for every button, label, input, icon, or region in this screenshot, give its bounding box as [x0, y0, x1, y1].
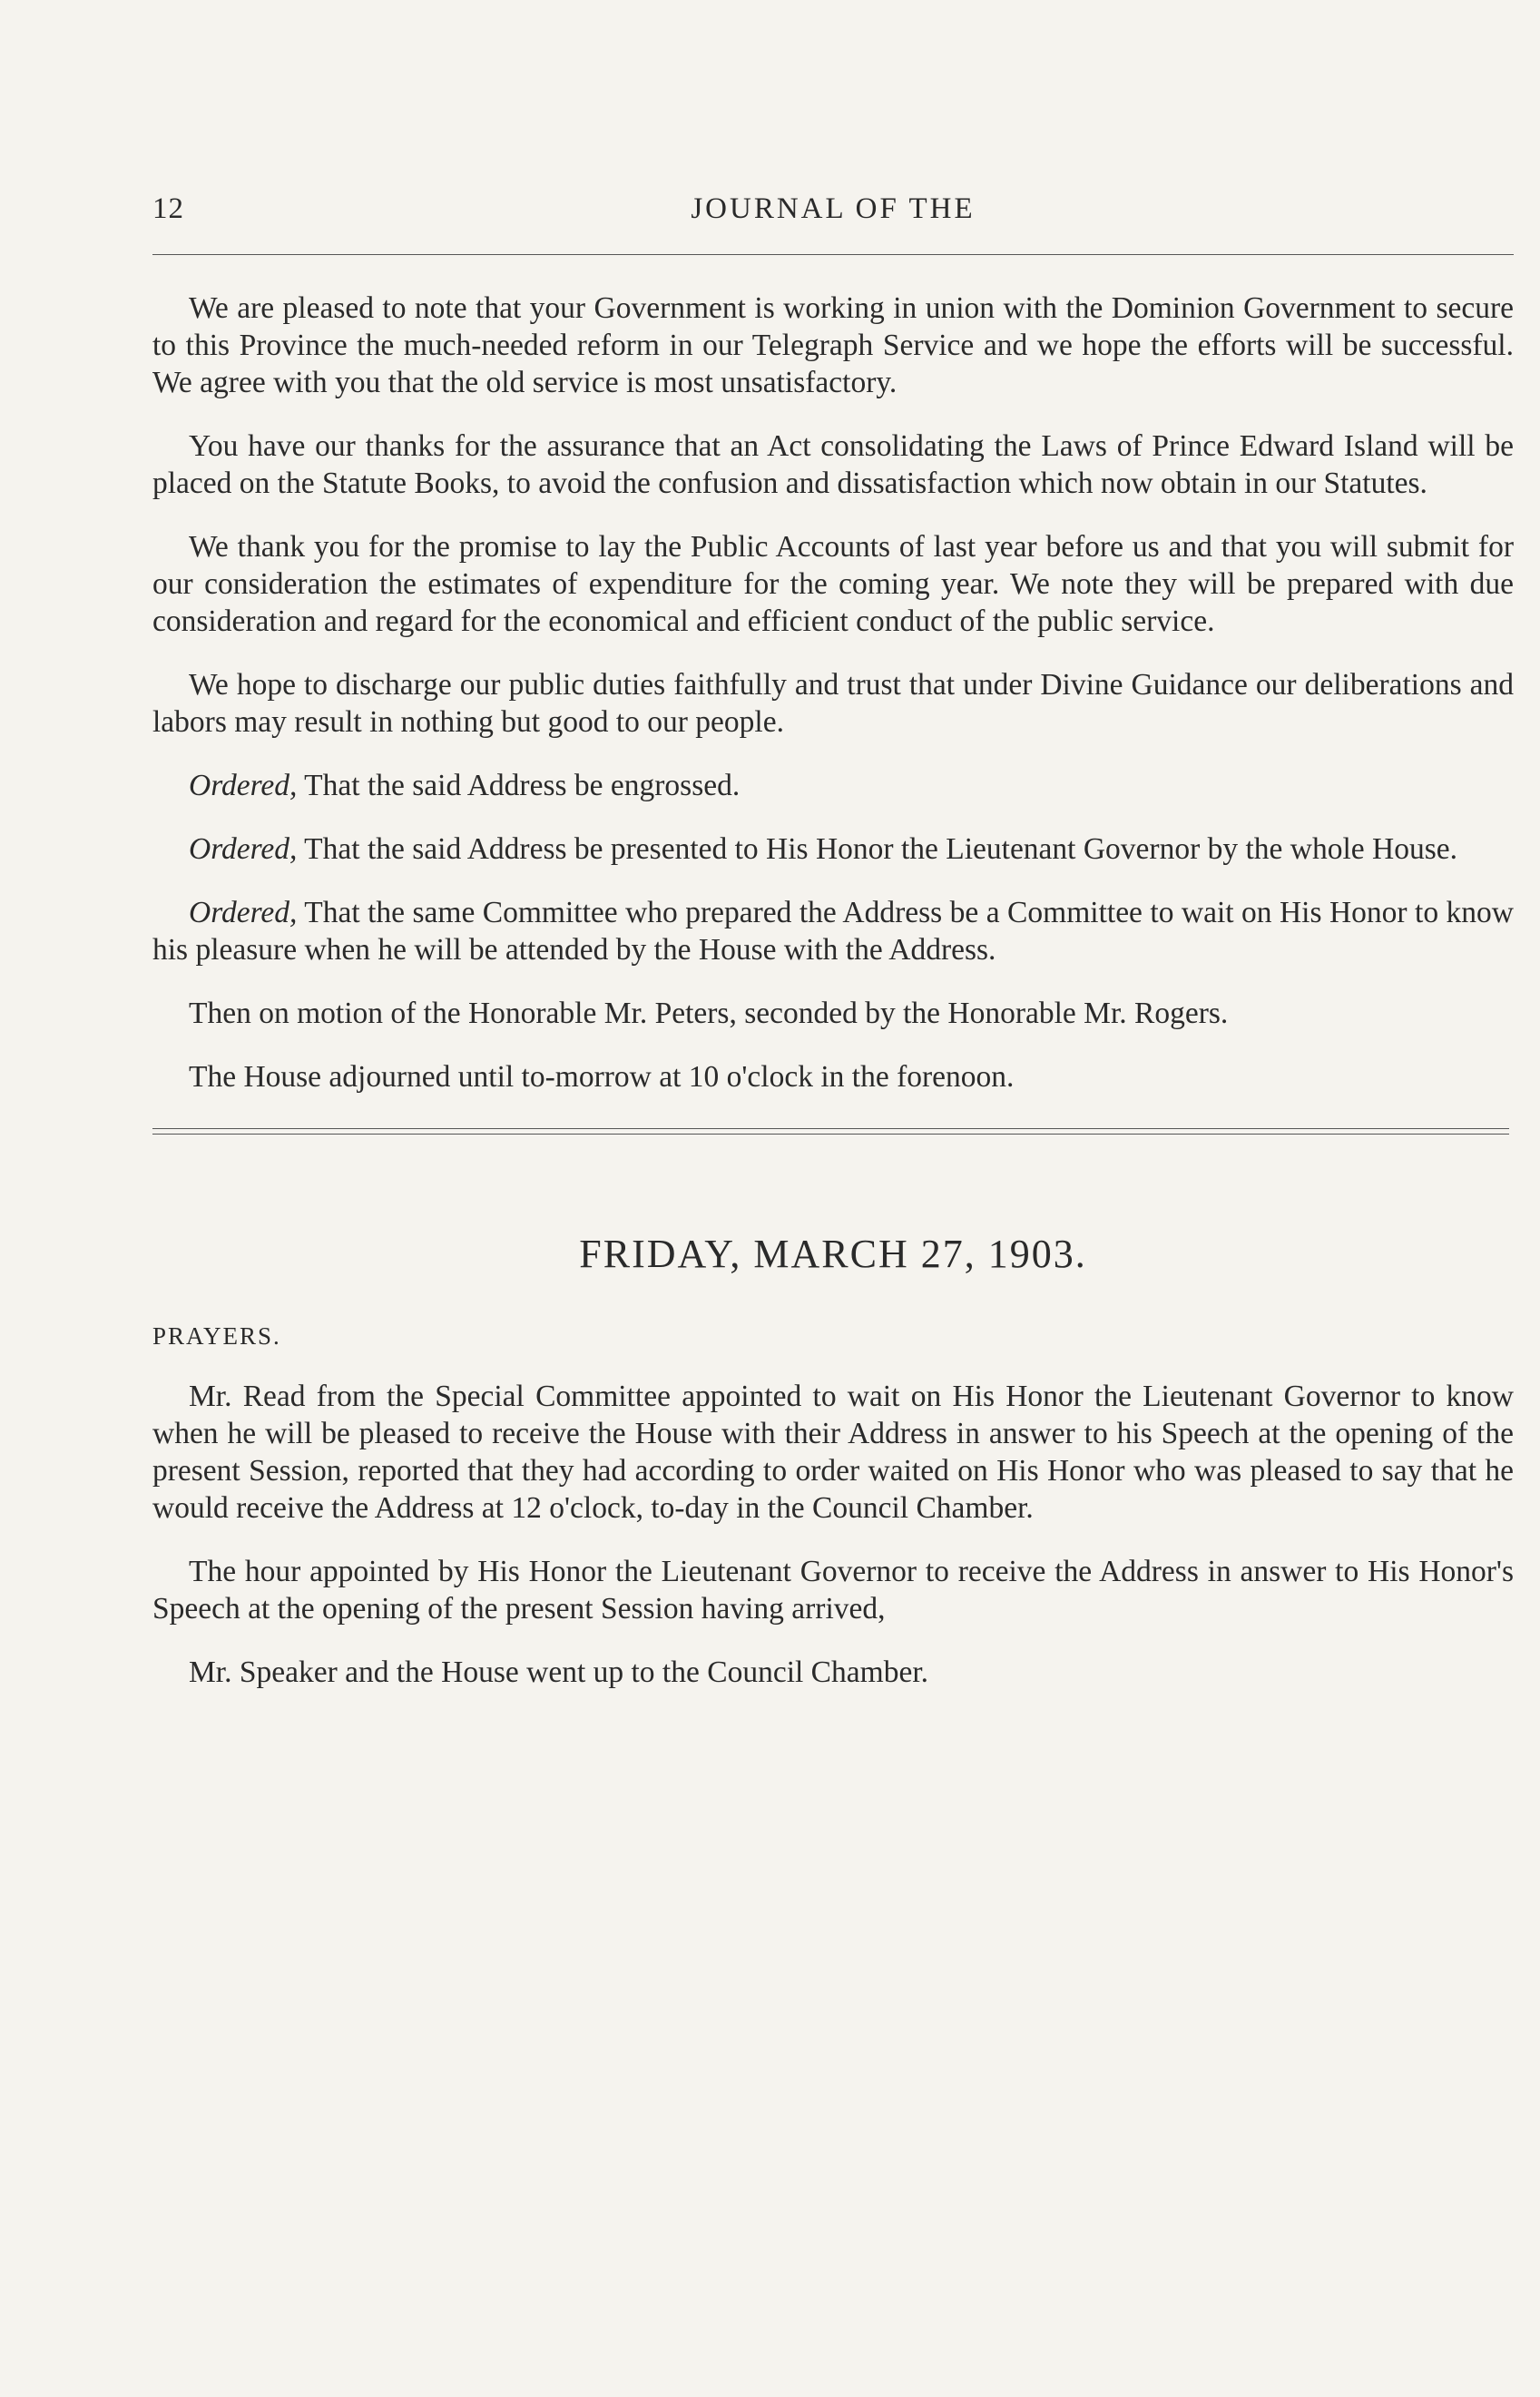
- section-friday: [152, 1231, 1514, 1691]
- order-engrossed: [152, 767, 1514, 804]
- paragraph-duties: We hope to discharge our public duties faithfully and trust that under Divine Guidance our deliberations and labors may result in nothing but good to our people.: [152, 668, 1514, 739]
- paragraph-motion: Then on motion of the Honorable Mr. Peters, seconded by the Honorable Mr. Rogers.: [189, 997, 1229, 1030]
- order-text: That the said Address be presented to His Honor the Lieutenant Governor by the whole House.: [297, 832, 1458, 866]
- order-text: That the said Address be engrossed.: [297, 769, 741, 802]
- paragraph-hour-appointed: The hour appointed by His Honor the Lieutenant Governor to receive the Address in answer to His Honor's Speech at the opening of the present Session having arrived,: [152, 1555, 1514, 1626]
- prayers-label: PRAYERS.: [152, 1322, 281, 1350]
- header-rule: [152, 254, 1514, 255]
- page-number: 12: [152, 192, 184, 225]
- section-divider: [152, 1128, 1509, 1135]
- paragraph-laws: You have our thanks for the assurance that an Act consolidating the Laws of Prince Edward Island will be placed on the Statute Books, to avoid the confusion and dissatisfaction which now obtain in our Statutes.: [152, 429, 1514, 500]
- page-header: [152, 182, 1514, 240]
- order-presented: [152, 830, 1514, 868]
- paragraph-adjourned: The House adjourned until to-morrow at 10 o'clock in the forenoon.: [189, 1060, 1015, 1094]
- date-heading: FRIDAY, MARCH 27, 1903.: [579, 1232, 1087, 1276]
- paragraph-speaker: Mr. Speaker and the House went up to the Council Chamber.: [189, 1655, 929, 1689]
- paragraph-telegraph: We are pleased to note that your Government is working in union with the Dominion Government to secure to this Province the much-needed reform in our Telegraph Service and we hope the efforts will be successful. We agree with you that the old service is most unsatisfactory.: [152, 291, 1514, 399]
- order-text: That the same Committee who prepared the Address be a Committee to wait on His Honor to know his pleasure when he will be attended by the House with the Address.: [152, 896, 1514, 967]
- order-label: Ordered,: [189, 832, 298, 866]
- journal-page: [152, 182, 1514, 1717]
- order-label: Ordered,: [189, 769, 298, 802]
- section-address-reply: [152, 290, 1514, 1095]
- order-label: Ordered,: [189, 896, 298, 929]
- order-committee: [152, 894, 1514, 968]
- paragraph-committee-report: Mr. Read from the Special Committee appointed to wait on His Honor the Lieutenant Governor to know when he will be pleased to receive the House with their Address in answer to his Speech at the opening of the present Session, reported that they had according to order waited on His Honor who was pleased to say that he would receive the Address at 12 o'clock, to-day in the Council Chamber.: [152, 1380, 1514, 1525]
- running-head: JOURNAL OF THE: [691, 192, 976, 225]
- paragraph-accounts: We thank you for the promise to lay the Public Accounts of last year before us and that you will submit for our consideration the estimates of expenditure for the coming year. We note they will be prepared with due consideration and regard for the economical and efficient conduct of the public service.: [152, 530, 1514, 638]
